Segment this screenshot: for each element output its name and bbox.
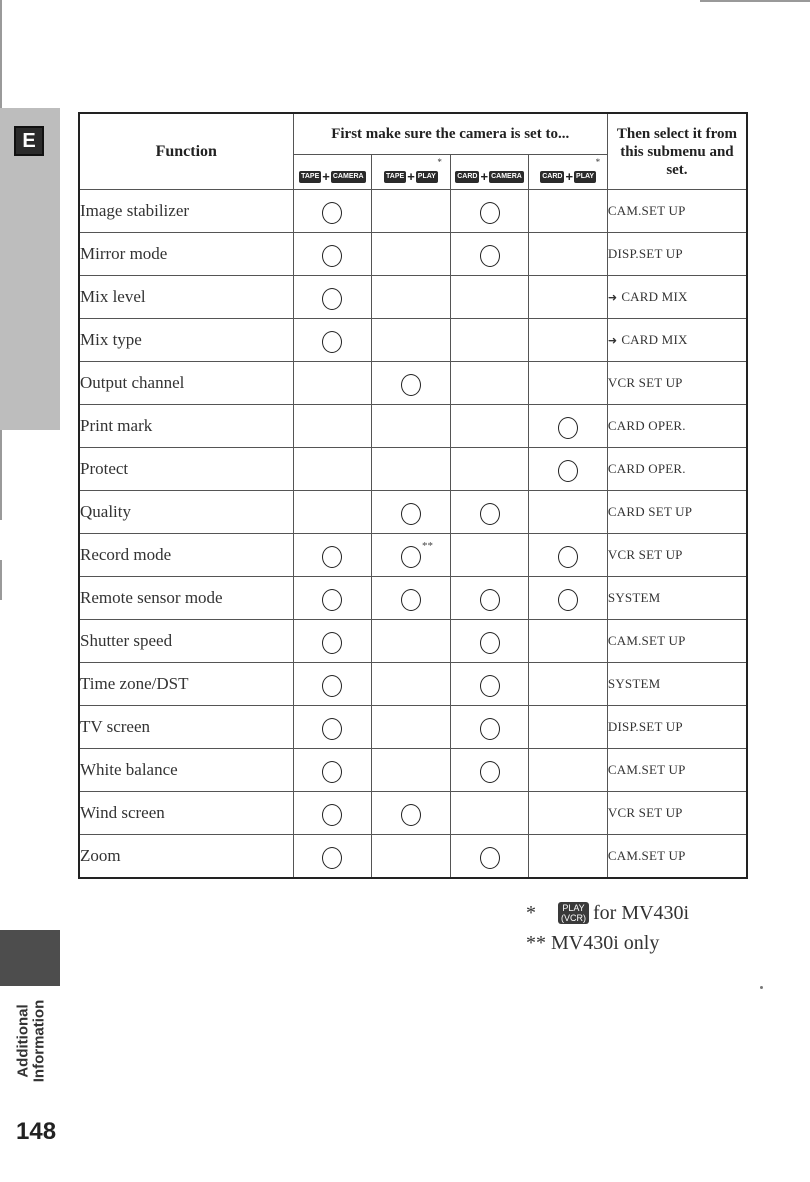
available-circle-icon	[322, 675, 342, 697]
submenu-cell	[607, 749, 747, 792]
mode-cell	[450, 190, 529, 233]
mode-cell	[529, 362, 607, 405]
mode-cell	[450, 276, 529, 319]
mode-cell	[293, 448, 372, 491]
mode-cell	[293, 491, 372, 534]
table-row	[79, 405, 747, 448]
table-row	[79, 835, 747, 879]
submenu-cell	[607, 835, 747, 879]
mode-cell	[372, 405, 450, 448]
table-row	[79, 448, 747, 491]
mode-cell	[450, 233, 529, 276]
mode-cell	[293, 233, 372, 276]
mode-cell	[372, 190, 450, 233]
mode-header-2	[372, 155, 450, 190]
available-circle-icon	[322, 804, 342, 826]
mode-cell	[293, 276, 372, 319]
function-name: Remote sensor mode	[79, 577, 293, 620]
mode-icon-top: TAPE	[384, 171, 406, 183]
available-circle-icon	[322, 331, 342, 353]
mode-star: *	[595, 157, 601, 167]
mode-cell	[529, 319, 607, 362]
function-name: Quality	[79, 491, 293, 534]
mode-cell	[529, 577, 607, 620]
submenu-cell	[607, 491, 747, 534]
mode-cell	[293, 792, 372, 835]
available-circle-icon	[558, 417, 578, 439]
submenu-name: CAM.SET UP	[607, 633, 686, 648]
function-name: White balance	[79, 749, 293, 792]
mode-cell	[450, 405, 529, 448]
submenu-name: VCR SET UP	[607, 805, 683, 820]
function-name: Mix type	[79, 319, 293, 362]
mode-cell	[293, 319, 372, 362]
available-circle-icon	[322, 718, 342, 740]
language-tab	[0, 108, 60, 430]
function-name: Print mark	[79, 405, 293, 448]
plus-sign: +	[322, 169, 330, 184]
submenu-name: VCR SET UP	[607, 375, 683, 390]
mode-cell	[529, 534, 607, 577]
plus-sign: +	[407, 169, 415, 184]
table-row	[79, 620, 747, 663]
submenu-cell	[607, 233, 747, 276]
submenu-name: CARD SET UP	[607, 504, 693, 519]
mode-icon-top: TAPE	[299, 171, 321, 183]
available-circle-icon	[558, 546, 578, 568]
available-circle-icon	[480, 245, 500, 267]
submenu-cell	[607, 405, 747, 448]
mode-cell	[529, 835, 607, 879]
mode-header-1	[293, 155, 372, 190]
top-edge-rule	[700, 0, 810, 2]
page-number: 148	[16, 1118, 57, 1145]
mode-cell	[529, 663, 607, 706]
submenu-name: DISP.SET UP	[607, 246, 683, 261]
table-row	[79, 663, 747, 706]
section-tab	[0, 930, 60, 986]
mode-cell	[372, 362, 450, 405]
submenu-name: CARD OPER.	[607, 461, 686, 476]
mode-icon-bottom: CAMERA	[489, 171, 524, 183]
play-vcr-icon	[558, 902, 589, 924]
available-circle-icon	[401, 589, 421, 611]
submenu-name: CARD MIX	[621, 332, 688, 347]
mode-cell	[450, 491, 529, 534]
available-circle-icon	[322, 761, 342, 783]
function-name: Zoom	[79, 835, 293, 879]
mode-cell	[529, 620, 607, 663]
submenu-name: CARD OPER.	[607, 418, 686, 433]
mode-cell	[372, 792, 450, 835]
mode-icon	[455, 161, 524, 183]
mode-cell	[372, 233, 450, 276]
footnote-1-text: for MV430i	[593, 902, 690, 924]
mode-cell	[293, 663, 372, 706]
plus-sign: +	[480, 169, 489, 184]
mode-cell	[529, 405, 607, 448]
submenu-cell	[607, 663, 747, 706]
mode-cell	[372, 835, 450, 879]
available-circle-icon	[480, 847, 500, 869]
submenu-name: CAM.SET UP	[607, 848, 686, 863]
mode-cell	[529, 190, 607, 233]
play-vcr-icon-top: PLAY	[562, 903, 585, 913]
mode-cell	[293, 749, 372, 792]
mode-cell	[372, 577, 450, 620]
mode-icon	[299, 161, 365, 183]
submenu-name: CAM.SET UP	[607, 203, 686, 218]
mode-cell	[450, 835, 529, 879]
mode-cell	[372, 491, 450, 534]
submenu-name: VCR SET UP	[607, 547, 683, 562]
table-row	[79, 362, 747, 405]
mode-cell	[372, 276, 450, 319]
mode-cell	[529, 491, 607, 534]
arrow-icon: ➜	[607, 334, 618, 347]
available-circle-icon	[480, 632, 500, 654]
function-name: Time zone/DST	[79, 663, 293, 706]
arrow-icon: ➜	[607, 291, 618, 304]
function-name: Protect	[79, 448, 293, 491]
table-row	[79, 276, 747, 319]
mode-cell	[450, 663, 529, 706]
mode-header-4	[529, 155, 607, 190]
mode-icon-top: CARD	[540, 171, 564, 183]
function-name: Mix level	[79, 276, 293, 319]
table-row	[79, 491, 747, 534]
mode-cell	[293, 706, 372, 749]
function-name: Shutter speed	[79, 620, 293, 663]
mode-cell	[372, 319, 450, 362]
submenu-cell	[607, 706, 747, 749]
submenu-cell	[607, 448, 747, 491]
available-circle-icon	[401, 546, 421, 568]
mode-cell	[372, 663, 450, 706]
mode-cell	[529, 706, 607, 749]
submenu-cell	[607, 319, 747, 362]
mode-cell	[293, 534, 372, 577]
table-row	[79, 190, 747, 233]
header-function: Function	[79, 113, 293, 190]
available-circle-icon	[480, 589, 500, 611]
mode-cell	[450, 577, 529, 620]
stray-dot	[760, 986, 763, 989]
table-row	[79, 577, 747, 620]
submenu-name: CAM.SET UP	[607, 762, 686, 777]
footnote-1-mark: *	[526, 902, 536, 924]
mode-cell	[293, 190, 372, 233]
mode-icon	[384, 157, 442, 184]
mode-cell	[529, 792, 607, 835]
submenu-name: SYSTEM	[607, 590, 661, 605]
mode-icon-bottom: CAMERA	[331, 171, 366, 183]
mode-icon-bottom: PLAY	[416, 171, 438, 183]
mode-header-3	[450, 155, 529, 190]
mode-icon	[540, 157, 601, 184]
footnotes	[526, 898, 689, 958]
submenu-cell	[607, 276, 747, 319]
submenu-cell	[607, 190, 747, 233]
footnote-1	[526, 898, 689, 928]
mode-cell	[372, 534, 450, 577]
header-then-select: Then select it from this submenu and set.	[607, 113, 747, 190]
mode-cell	[529, 749, 607, 792]
function-name: Output channel	[79, 362, 293, 405]
mode-cell	[372, 448, 450, 491]
table-row	[79, 749, 747, 792]
function-name: Wind screen	[79, 792, 293, 835]
submenu-cell	[607, 792, 747, 835]
submenu-cell	[607, 534, 747, 577]
mode-cell	[372, 706, 450, 749]
available-circle-icon	[558, 589, 578, 611]
available-circle-icon	[480, 761, 500, 783]
function-table	[78, 112, 748, 879]
mode-cell	[450, 319, 529, 362]
mode-cell	[529, 448, 607, 491]
mode-cell	[529, 276, 607, 319]
available-circle-icon	[322, 632, 342, 654]
left-edge-rule-lower	[0, 560, 2, 600]
mode-cell	[372, 620, 450, 663]
submenu-name: CARD MIX	[621, 289, 688, 304]
available-circle-icon	[480, 202, 500, 224]
available-circle-icon	[322, 245, 342, 267]
available-circle-icon	[558, 460, 578, 482]
function-name: Image stabilizer	[79, 190, 293, 233]
mode-cell	[529, 233, 607, 276]
mode-cell	[450, 792, 529, 835]
submenu-name: DISP.SET UP	[607, 719, 683, 734]
submenu-name: SYSTEM	[607, 676, 661, 691]
available-circle-icon	[322, 847, 342, 869]
available-circle-icon	[401, 804, 421, 826]
mode-icon-bottom: PLAY	[574, 171, 596, 183]
function-name: Mirror mode	[79, 233, 293, 276]
table-row	[79, 534, 747, 577]
play-vcr-icon-bottom: (VCR)	[561, 913, 586, 923]
mode-cell	[450, 749, 529, 792]
available-circle-icon	[480, 675, 500, 697]
submenu-cell	[607, 362, 747, 405]
available-circle-icon	[480, 718, 500, 740]
mode-cell	[293, 620, 372, 663]
row-note: **	[421, 540, 433, 552]
header-first-make-sure: First make sure the camera is set to...	[293, 113, 607, 155]
footnote-2: ** MV430i only	[526, 932, 660, 954]
submenu-cell	[607, 620, 747, 663]
mode-star: *	[437, 157, 442, 167]
function-name: Record mode	[79, 534, 293, 577]
available-circle-icon	[401, 503, 421, 525]
language-tab-label: E	[14, 126, 44, 156]
available-circle-icon	[322, 546, 342, 568]
mode-cell	[450, 534, 529, 577]
mode-cell	[293, 362, 372, 405]
available-circle-icon	[322, 589, 342, 611]
mode-cell	[293, 835, 372, 879]
mode-cell	[450, 620, 529, 663]
available-circle-icon	[322, 202, 342, 224]
mode-cell	[450, 448, 529, 491]
plus-sign: +	[565, 169, 574, 184]
section-label	[6, 1000, 56, 1082]
available-circle-icon	[322, 288, 342, 310]
mode-icon-top: CARD	[455, 171, 479, 183]
section-label-text: Additional Information	[14, 999, 47, 1083]
mode-cell	[293, 405, 372, 448]
table-row	[79, 792, 747, 835]
available-circle-icon	[480, 503, 500, 525]
mode-cell	[293, 577, 372, 620]
table-row	[79, 233, 747, 276]
mode-cell	[450, 706, 529, 749]
mode-cell	[450, 362, 529, 405]
function-name: TV screen	[79, 706, 293, 749]
table-row	[79, 319, 747, 362]
table-row	[79, 706, 747, 749]
mode-cell	[372, 749, 450, 792]
submenu-cell	[607, 577, 747, 620]
available-circle-icon	[401, 374, 421, 396]
